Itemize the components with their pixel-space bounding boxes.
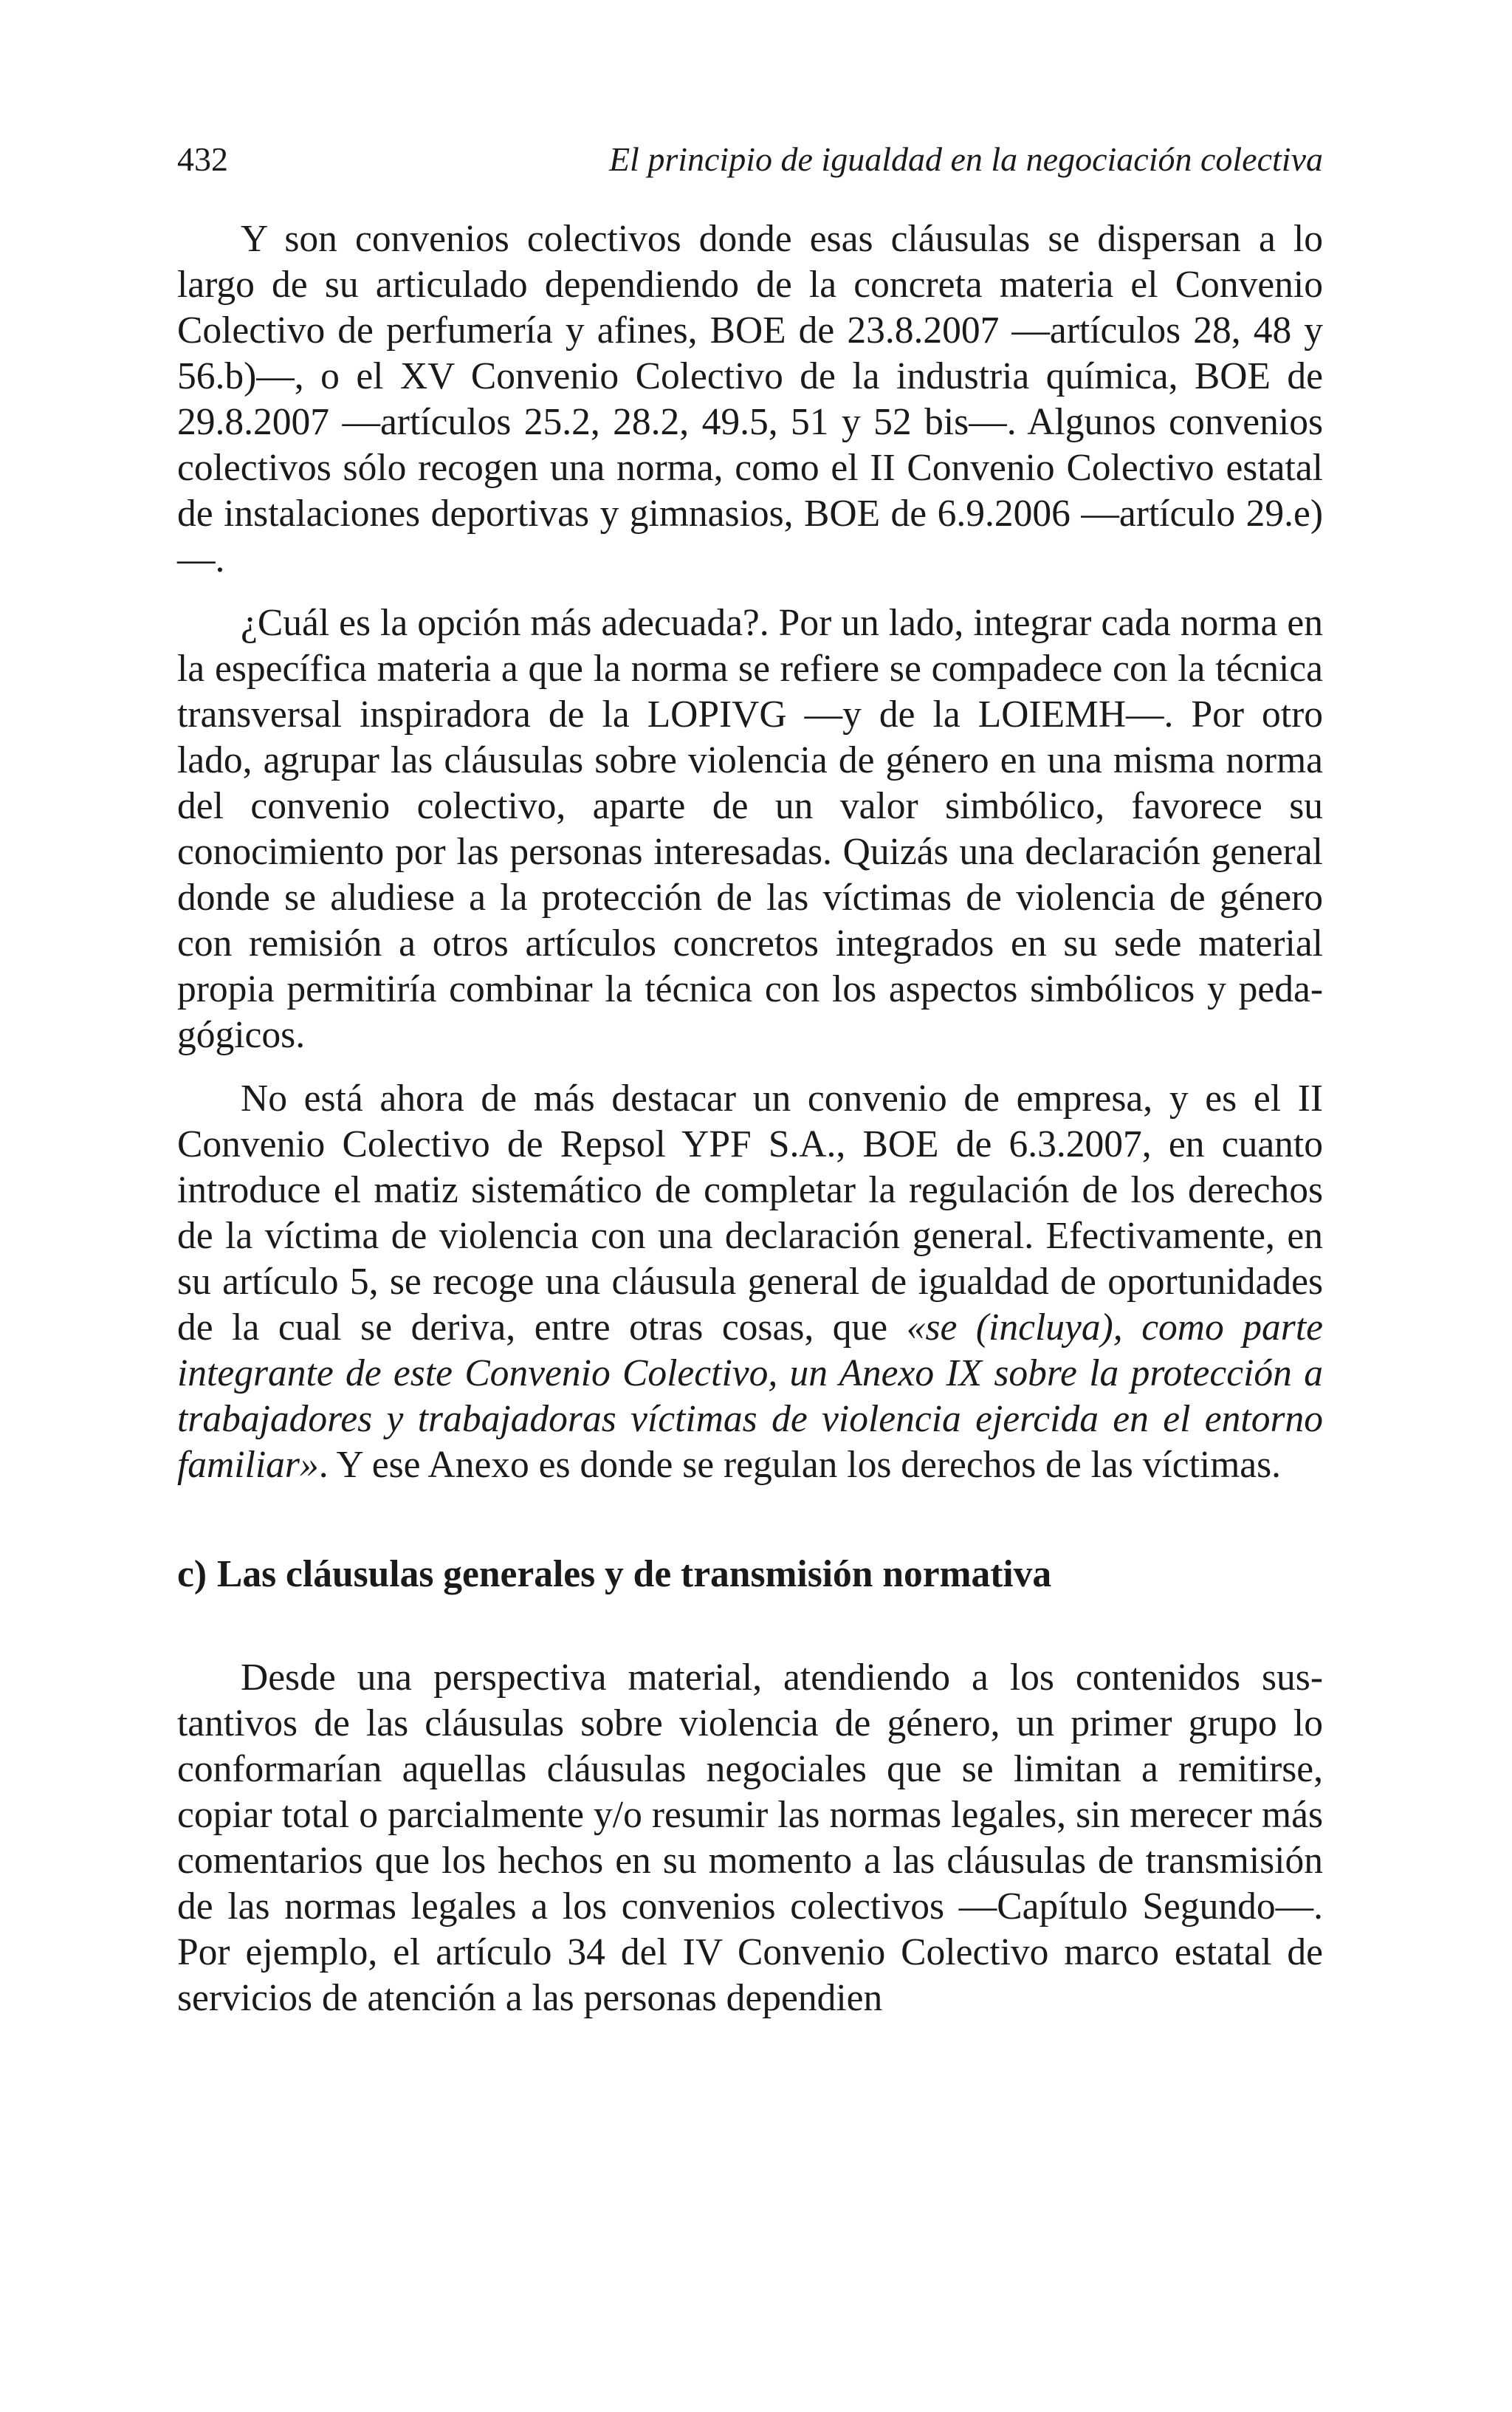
- book-page: [177, 0, 1323, 2412]
- paragraph-1: Y son convenios colectivos donde esas cláusulas se dispersan a lo largo de su articulado dependiendo de la concreta materia el Convenio Colectivo de perfumería y afines, BOE de 23.8.2007 —artículos 28, 48 y 56.b)—, o el XV Convenio Colectivo de la industria química, BOE de 29.8.2007 —artículos 25.2, 28.2, 49.5, 51 y 52 bis—. Algunos convenios colectivos sólo recogen una norma, como el II Convenio Colectivo estatal de instalaciones deportivas y gimnasios, BOE de 6.9.2006 —artículo 29.e)—.: [177, 218, 1323, 580]
- paragraph-2: ¿Cuál es la opción más adecuada?. Por un lado, integrar cada norma en la específica materia a que la norma se refiere se compadece con la técnica transversal inspiradora de la LOPIVG —y de la LOIEMH—. Por otro lado, agrupar las cláusulas sobre violencia de género en una misma norma del convenio colectivo, aparte de un valor simbólico, favorece su conocimiento por las personas interesadas. Quizás una declaración general donde se aludiese a la protección de las víctimas de violencia de género con remisión a otros artículos concretos integrados en su sede material propia permitiría combinar la técnica con los aspectos simbólicos y pedagógicos.: [177, 602, 1323, 1056]
- section-title: Las cláusulas generales y de transmisión normativa: [217, 1553, 1052, 1595]
- running-head: [177, 137, 1323, 182]
- section-marker: c): [177, 1553, 207, 1595]
- section-heading: [177, 1552, 1323, 1597]
- paragraph-4: Desde una perspectiva material, atendiendo a los contenidos sustantivos de las cláusulas sobre violencia de género, un primer grupo lo conformarían aquellas cláusulas negociales que se limitan a remitirse, copiar total o parcialmente y/o resumir las normas legales, sin merecer más comentarios que los hechos en su momento a las cláusulas de transmisión de las normas legales a los convenios colectivos —Capítulo Segundo—. Por ejemplo, el artículo 34 del IV Convenio Colectivo marco estatal de servicios de atención a las personas dependien: [177, 1656, 1323, 2019]
- running-title: El principio de igualdad en la negociación colectiva: [608, 140, 1323, 178]
- paragraph-3-text-end: . Y ese Anexo es donde se regulan los derechos de las víctimas.: [318, 1444, 1282, 1486]
- paragraph-3-text-start: No está ahora de más destacar un convenio de empresa, y es el II Convenio Colectivo de Repsol YPF S.A., BOE de 6.3.2007, en cuanto introduce el matiz sistemático de completar la regulación de los derechos de la víctima de violencia con una declaración general. Efectivamente, en su artículo 5, se recoge una cláusula general de igualdad de oportunidades de la cual se deriva, entre otras cosas, que: [177, 1077, 1323, 1349]
- body-text: [177, 216, 1323, 2021]
- paragraph-3-quotation: «se (incluya), como parte integrante de este Convenio Colectivo, un Anexo IX sobre la protección a trabajadores y trabajadoras víctimas de violencia ejercida en el entorno familiar»: [177, 1306, 1323, 1486]
- paragraph-3: [177, 1076, 1323, 1488]
- page-number: 432: [177, 140, 228, 178]
